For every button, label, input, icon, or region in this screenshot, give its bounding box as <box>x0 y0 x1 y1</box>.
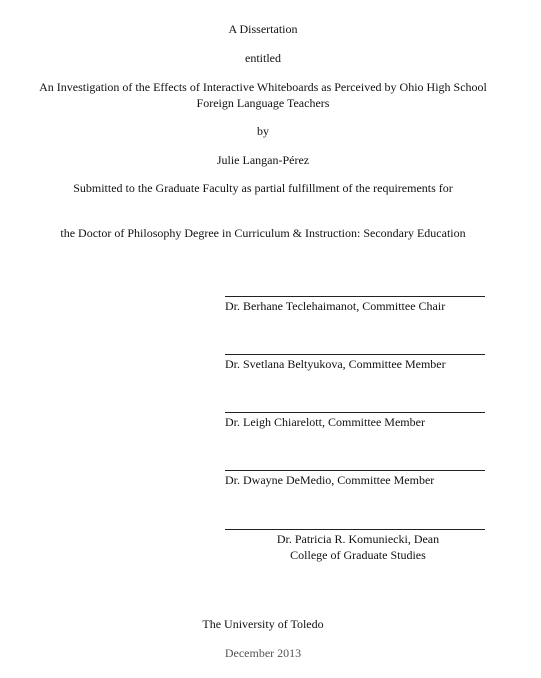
document-heading: A Dissertation <box>228 22 298 36</box>
dean-name: Dr. Patricia R. Komuniecki, Dean <box>276 532 440 546</box>
university-name: The University of Toledo <box>202 617 324 631</box>
dean-signature-block <box>225 531 491 563</box>
submitted-statement-line2: the Doctor of Philosophy Degree in Curriculum & Instruction: Secondary Education <box>60 226 466 240</box>
author-name: Julie Langan-Pérez <box>216 153 310 167</box>
committee-member: Dr. Svetlana Beltyukova, Committee Member <box>225 357 446 371</box>
signature-line <box>225 529 485 530</box>
dean-office: College of Graduate Studies <box>290 548 426 562</box>
by-label: by <box>257 124 269 138</box>
committee-member: Dr. Dwayne DeMedio, Committee Member <box>225 473 435 487</box>
signature-line <box>225 354 485 355</box>
submission-date: December 2013 <box>224 646 302 660</box>
signature-line <box>225 470 485 471</box>
submitted-statement-line1: Submitted to the Graduate Faculty as partial fulfillment of the requirements for <box>73 181 453 195</box>
committee-member: Dr. Leigh Chiarelott, Committee Member <box>225 415 425 429</box>
signature-line <box>225 296 485 297</box>
dissertation-title: An Investigation of the Effects of Interactive Whiteboards as Perceived by Ohio High School Foreign Language Teachers <box>39 80 487 110</box>
committee-chair: Dr. Berhane Teclehaimanot, Committee Chair <box>225 299 446 313</box>
signature-line <box>225 412 485 413</box>
entitled-label: entitled <box>245 51 281 65</box>
